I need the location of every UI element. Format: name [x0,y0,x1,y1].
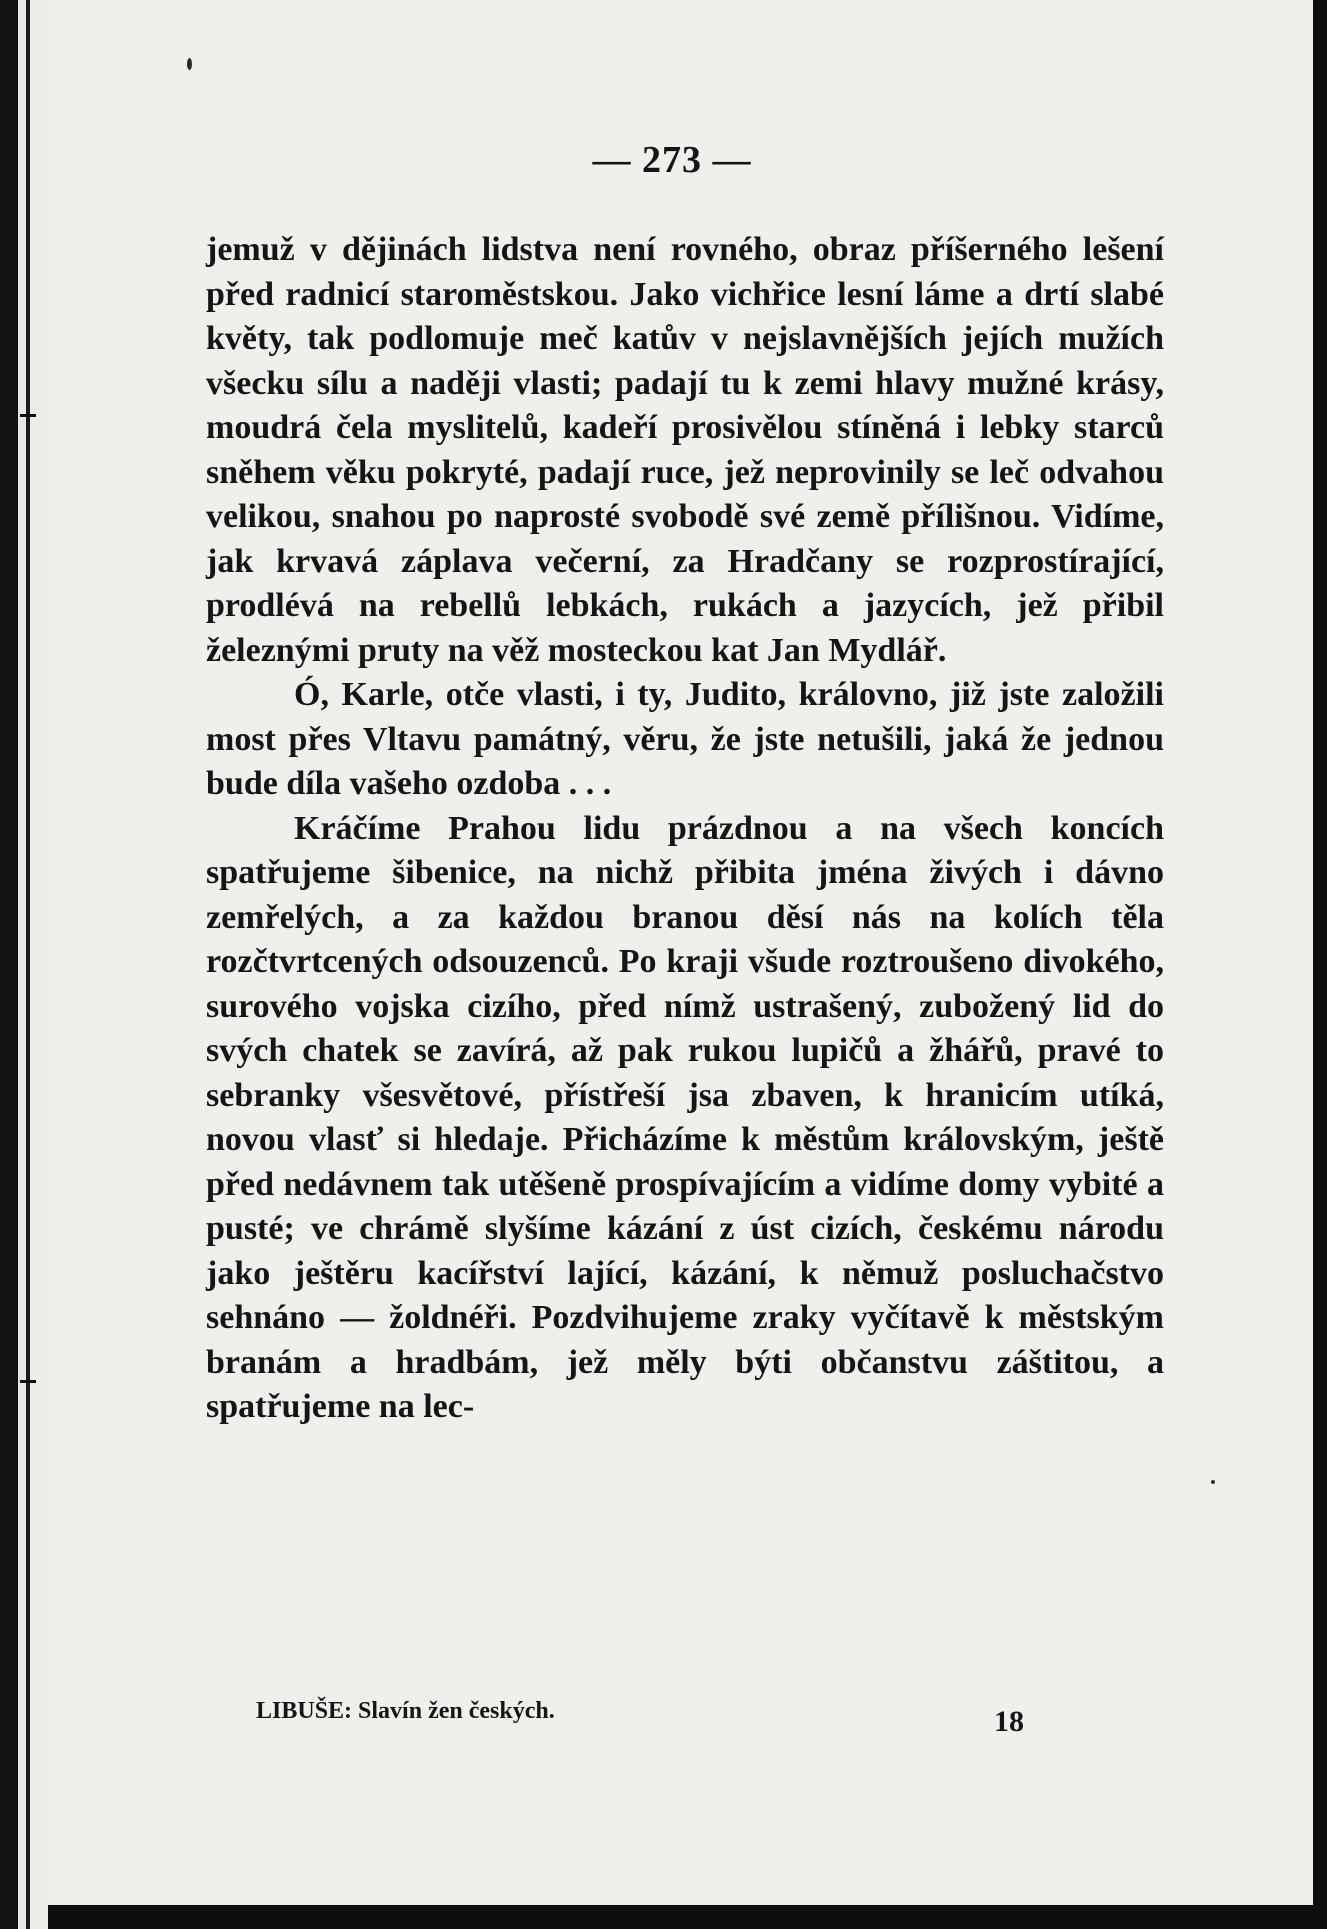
scan-speck [1211,1480,1215,1484]
book-binding-edge [0,0,48,1929]
footer-signature: LIBUŠE: Slavín žen českých. [256,1698,555,1724]
binding-mark [20,1380,36,1383]
paragraph-2: Ó, Karle, otče vlasti, i ty, Judito, královno, již jste založili most přes Vltavu památný, věru, že jste netušili, jaká že jednou bude díla vašeho ozdoba . . . [206,676,1164,802]
page-number: — 273 — [592,139,752,181]
binding-mark [20,414,36,417]
footer-sheet-number: 18 [994,1705,1024,1738]
scan-speck [187,58,192,70]
book-page [28,0,1313,1905]
page-body [206,228,1164,1430]
paragraph-3: Kráčíme Prahou lidu prázdnou a na všech koncích spatřujeme šibenice, na nichž přibita jména živých i dávno zemřelých, a za každou branou děsí nás na kolích těla rozčtvrtcených odsouzenců. Po kraji všude roztroušeno divokého, surového vojska cizího, před nímž ustrašený, zubožený lid do svých chatek se zavírá, až pak rukou lupičů a žhářů, pravé to sebranky všesvětové, přístřeší jsa zbaven, k hranicím utíká, novou vlasť si hledaje. Přicházíme k městům královským, ještě před nedávnem tak utěšeně prospívajícím a vidíme domy vybité a pusté; ve chrámě slyšíme kázání z úst cizích, českému národu jako ještěru kacířství lající, kázání, k němuž posluchačstvo sehnáno — žoldnéři. Pozdvihujeme zraky vyčítavě k městským branám a hradbám, jež měly býti občanstvu záštitou, a spatřujeme na lec- [206,809,1164,1425]
paragraph-1: jemuž v dějinách lidstva není rovného, obraz příšerného lešení před radnicí staroměstskou. Jako vichřice lesní láme a drtí slabé květy, tak podlomuje meč katův v nejslavnějších jejích mužích všecku sílu a naději vlasti; padají tu k zemi hlavy mužné krásy, moudrá čela myslitelů, kadeří prosivělou stíněná i lebky starců sněhem věku pokryté, padají ruce, jež neprovinily se leč odvahou velikou, snahou po naprosté svobodě své země přílišnou. Vidíme, jak krvavá záplava večerní, za Hradčany se rozprostírající, prodlévá na rebellů lebkách, rukách a jazycích, jež přibil železnými pruty na věž mosteckou kat Jan Mydlář. [206,231,1164,669]
